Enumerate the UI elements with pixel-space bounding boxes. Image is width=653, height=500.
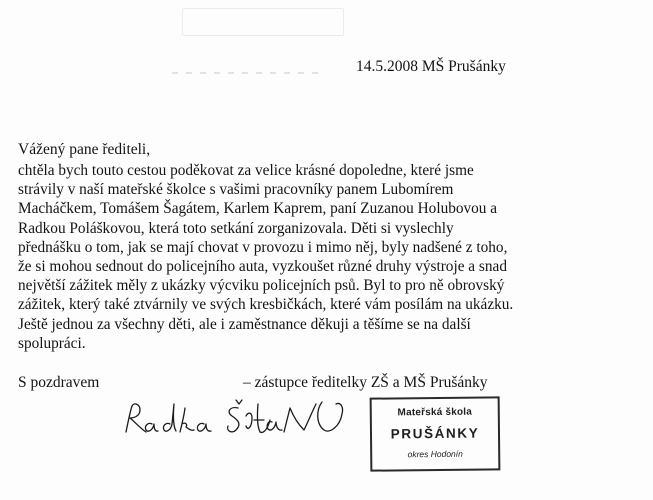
stamp-district: okres Hodonín (407, 448, 463, 460)
letter-body (18, 161, 513, 353)
salutation: Vážený pane řediteli, (18, 141, 151, 158)
body-line: Macháčkem, Tomášem Šagátem, Karlem Kaprem, paní Zuzanou Holubovou a (18, 200, 498, 218)
body-line: největší zážitek měly z ukázky výcviku policejních psů. Byl to pro ně obrovský (18, 277, 505, 295)
school-stamp (370, 396, 501, 471)
faded-header-line (172, 72, 322, 74)
body-line: Radkou Poláškovou, která toto setkání zorganizovala. Děti si vyslechly (18, 219, 454, 237)
body-line: chtěla bych touto cestou poděkovat za velice krásné dopoledne, které jsme (18, 162, 474, 179)
date-and-place: 14.5.2008 MŠ Prušánky (356, 58, 506, 75)
body-line: Ještě jednou za všechny děti, ale i zaměstnance děkuji a těšíme se na další (18, 315, 471, 333)
stamp-town-name: PRUŠÁNKY (390, 425, 480, 442)
body-line: spolupráci. (18, 334, 86, 352)
body-line: zážitek, který také ztvárnily ve svých kresbičkách, které vám posílám na ukázku. (18, 296, 514, 314)
handwritten-signature (118, 396, 358, 442)
signer-title: – zástupce ředitelky ZŠ a MŠ Prušánky (243, 374, 488, 391)
faded-header-mark (182, 8, 344, 36)
stamp-school-type: Mateřská škola (397, 406, 473, 419)
body-line: přednášku o tom, jak se mají chovat v provozu i mimo něj, byly nadšené z toho, (18, 238, 508, 256)
body-line: strávily v naší mateřské školce s vašimi pracovníky panem Lubomírem (18, 181, 454, 199)
body-line: že si mohou sednout do policejního auta, vyzkoušet různé druhy výstroje a snad (18, 258, 507, 276)
closing: S pozdravem (18, 374, 100, 391)
